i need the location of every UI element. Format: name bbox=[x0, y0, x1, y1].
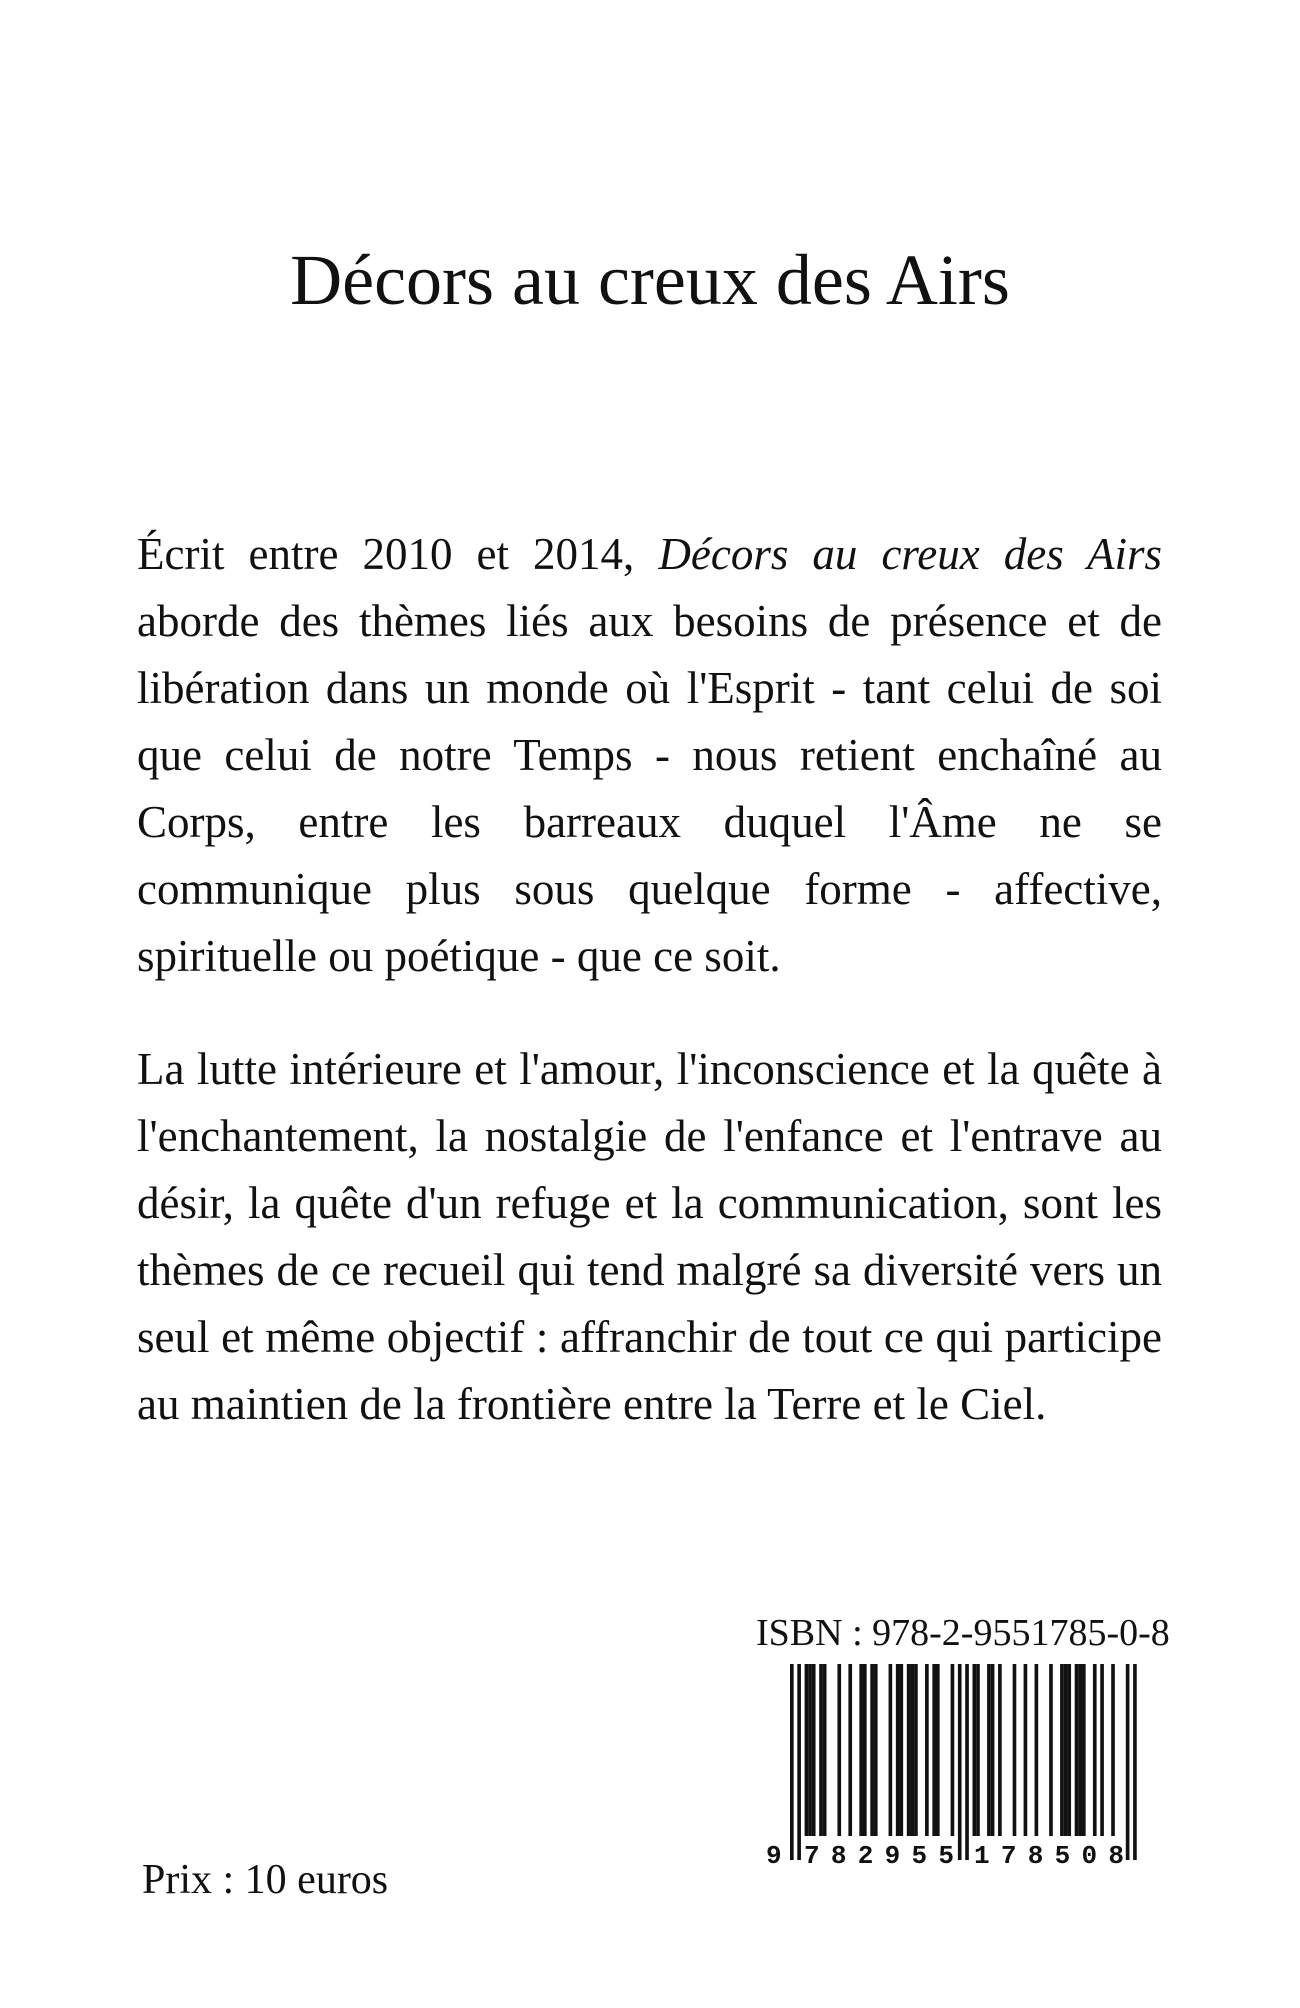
barcode-bar bbox=[823, 1664, 827, 1836]
barcode-bar bbox=[976, 1664, 980, 1836]
barcode-bar bbox=[1049, 1664, 1053, 1836]
barcode-bar bbox=[863, 1664, 867, 1836]
barcode-bar bbox=[1013, 1664, 1017, 1836]
barcode-bar bbox=[925, 1664, 929, 1836]
barcode-guard-bar bbox=[1133, 1664, 1137, 1860]
barcode-bar bbox=[1064, 1664, 1068, 1836]
barcode-right-digits: 178508 bbox=[974, 1841, 1124, 1870]
barcode-bar bbox=[987, 1664, 991, 1836]
barcode-first-digit: 9 bbox=[766, 1841, 782, 1870]
barcode-bar bbox=[998, 1664, 1002, 1836]
barcode-bar bbox=[914, 1664, 918, 1836]
barcode-bar bbox=[848, 1664, 852, 1836]
barcode-guard-bar bbox=[958, 1664, 962, 1860]
barcode-bar bbox=[900, 1664, 904, 1836]
description-paragraph-1 bbox=[137, 521, 1162, 990]
barcode-bar bbox=[870, 1664, 874, 1836]
barcode-bar bbox=[991, 1664, 995, 1836]
description-paragraph-2: La lutte intérieure et l'amour, l'inconscience et la quête à l'enchantement, la nostalgie de l'enfance et l'entrave au désir, la quête d'un refuge et la communication, sont les thèmes de ce recueil qui tend malgré sa diversité vers un seul et même objectif : affranchir de tout ce qui participe au maintien de la frontière entre la Terre et le Ciel. bbox=[137, 1044, 1162, 1429]
barcode-bar bbox=[973, 1664, 977, 1836]
barcode-bar bbox=[1075, 1664, 1079, 1836]
barcode-guard-bar bbox=[797, 1664, 801, 1860]
barcode-bar bbox=[1078, 1664, 1082, 1836]
barcode-bar bbox=[1067, 1664, 1071, 1836]
barcode-bar bbox=[1035, 1664, 1039, 1836]
barcode-bar bbox=[1093, 1664, 1097, 1836]
barcode-bar bbox=[859, 1664, 863, 1836]
barcode-guard-bar bbox=[790, 1664, 794, 1860]
barcode-bar bbox=[808, 1664, 812, 1836]
barcode-guard-bar bbox=[1126, 1664, 1130, 1860]
barcode-bar bbox=[812, 1664, 816, 1836]
paragraph-1-book-title: Décors au creux des Airs bbox=[658, 529, 1162, 579]
barcode-bar bbox=[889, 1664, 893, 1836]
barcode-bar bbox=[805, 1664, 809, 1836]
barcode-bar bbox=[936, 1664, 940, 1836]
paragraph-1-body: aborde des thèmes liés aux besoins de présence et de libération dans un monde où l'Esprit - tant celui de soi que celui de notre Temps - nous retient enchaîné au Corps, entre les barreaux duquel l'Âme ne se communique plus sous quelque forme - affective, spirituelle ou poétique - que ce soit. bbox=[137, 596, 1162, 981]
barcode-bar bbox=[1111, 1664, 1115, 1836]
book-title: Décors au creux des Airs bbox=[290, 240, 1010, 320]
barcode-bar bbox=[1082, 1664, 1086, 1836]
barcode-bar bbox=[910, 1664, 914, 1836]
paragraph-1-intro: Écrit entre 2010 et 2014, bbox=[137, 529, 659, 579]
barcode-bars bbox=[790, 1664, 1137, 1860]
barcode-guard-bar bbox=[965, 1664, 969, 1860]
price-label: Prix : 10 euros bbox=[142, 1857, 389, 1903]
barcode-bar bbox=[907, 1664, 911, 1836]
barcode-bar bbox=[896, 1664, 900, 1836]
barcode-bar bbox=[837, 1664, 841, 1836]
barcode-bar bbox=[1100, 1664, 1104, 1836]
barcode-bar bbox=[1060, 1664, 1064, 1836]
barcode-bar bbox=[951, 1664, 955, 1836]
barcode-bar bbox=[1024, 1664, 1028, 1836]
barcode-bar bbox=[874, 1664, 878, 1836]
ean13-barcode bbox=[756, 1660, 1156, 1870]
barcode-left-digits: 782955 bbox=[804, 1841, 954, 1870]
barcode-bar bbox=[932, 1664, 936, 1836]
barcode-bar bbox=[819, 1664, 823, 1836]
isbn-label: ISBN : 978-2-9551785-0-8 bbox=[756, 1612, 1170, 1654]
